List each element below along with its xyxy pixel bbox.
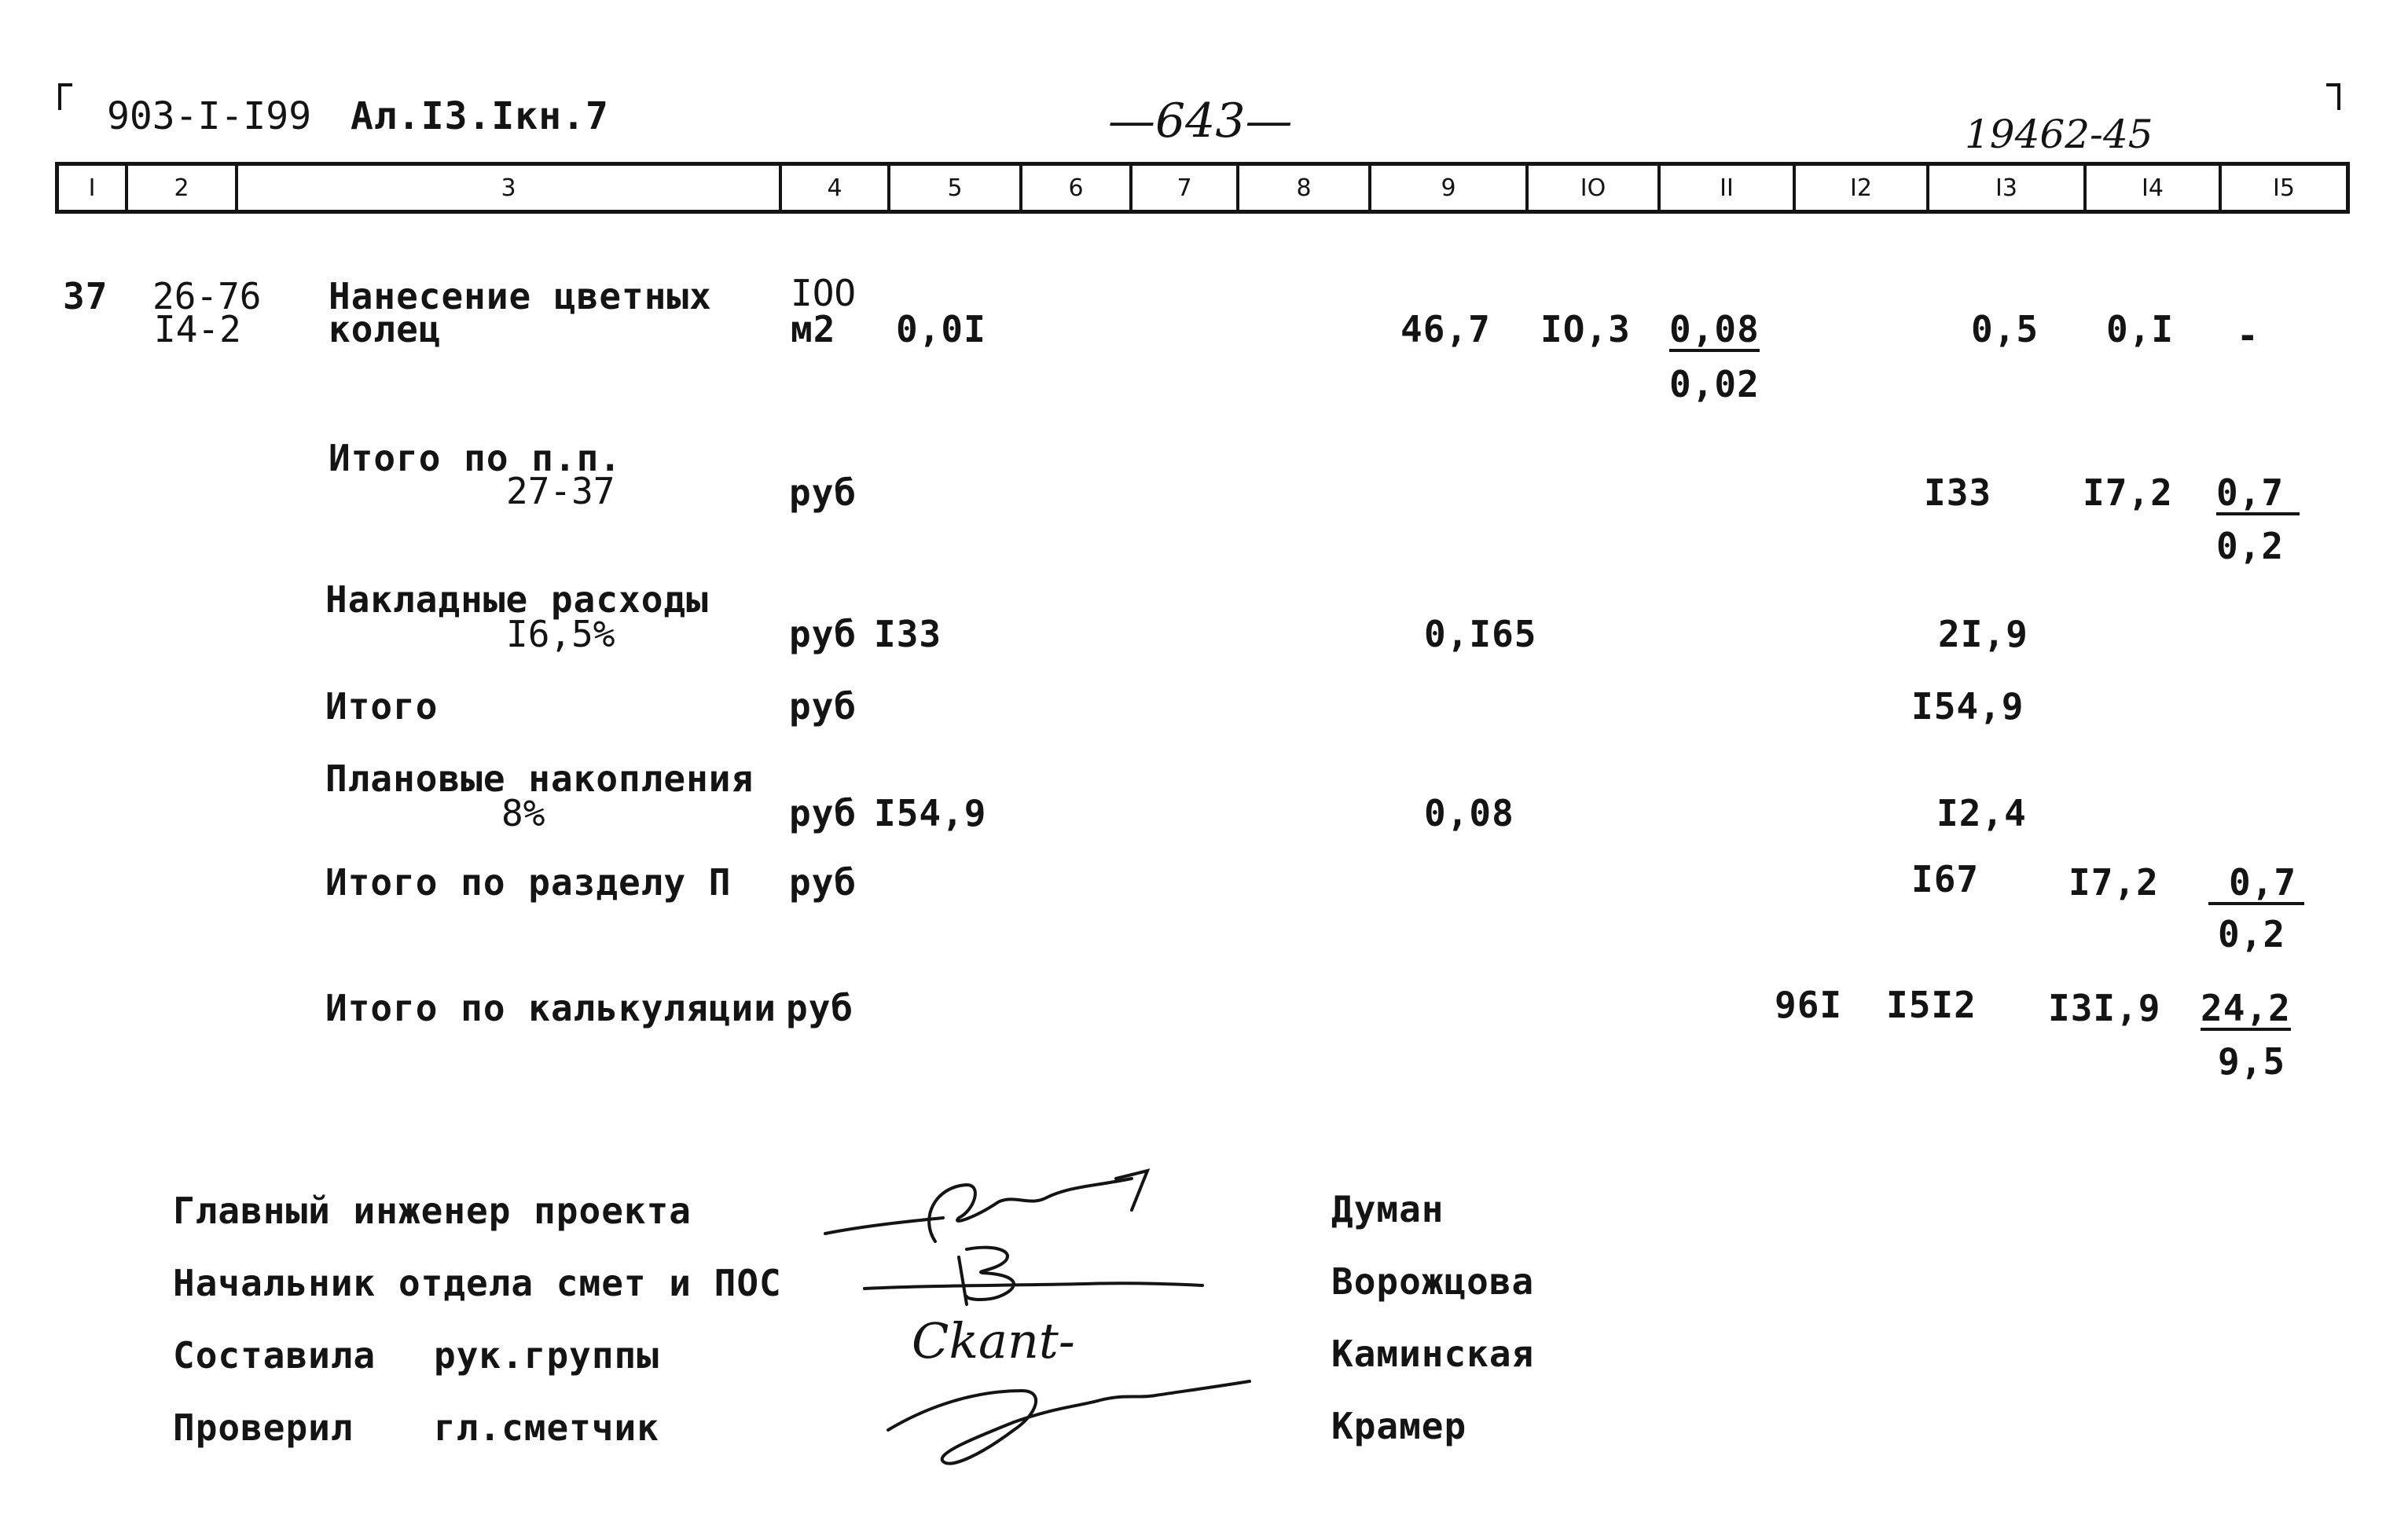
overhead-unit: руб xyxy=(789,613,857,655)
signatory-role-4: гл.сметчик xyxy=(434,1406,659,1449)
unit-line1: IOO xyxy=(791,272,857,314)
norm-code-line1: 26-76 xyxy=(152,275,262,317)
column-header-9: 9 xyxy=(1371,165,1529,211)
planned-unit: руб xyxy=(789,792,857,834)
section-total-unit: руб xyxy=(789,861,857,904)
overhead-label-line1: Накладные расходы xyxy=(325,578,709,621)
col11-bottom-value: 0,02 xyxy=(1669,363,1760,405)
planned-col13: I2,4 xyxy=(1936,792,2027,834)
planned-col9: 0,08 xyxy=(1424,792,1514,834)
corner-mark-top-left xyxy=(58,83,72,110)
col9-value: 46,7 xyxy=(1400,308,1491,350)
overhead-col9: 0,I65 xyxy=(1424,613,1537,655)
column-header-1: I xyxy=(59,165,128,211)
signatory-name-4: Крамер xyxy=(1331,1405,1467,1447)
work-name-line1: Нанесение цветных xyxy=(329,275,712,317)
subtotal-col13: I33 xyxy=(1924,471,1992,514)
document-code: 903-I-I99 xyxy=(107,94,312,138)
col11-top-value: 0,08 xyxy=(1669,308,1760,350)
planned-label-line1: Плановые накопления xyxy=(325,757,754,800)
calc-total-col15-top: 24,2 xyxy=(2201,987,2291,1029)
signatory-title-4: Проверил xyxy=(173,1406,354,1449)
handwritten-signature-3-text: Ckant- xyxy=(912,1312,1075,1370)
overhead-label-line2: I6,5% xyxy=(506,613,615,655)
planned-base: I54,9 xyxy=(874,792,987,834)
handwritten-signature-2 xyxy=(849,1234,1210,1320)
archive-number: 19462-45 xyxy=(1965,112,2153,157)
section-total-col15-bottom: 0,2 xyxy=(2218,913,2286,955)
calc-total-unit: руб xyxy=(786,987,854,1029)
page-number: —643— xyxy=(1108,94,1293,148)
column-header-4: 4 xyxy=(782,165,890,211)
section-total-col13: I67 xyxy=(1911,858,1980,900)
planned-label-line2: 8% xyxy=(501,792,545,834)
calc-total-col12: 96I xyxy=(1775,984,1843,1026)
work-name-line2: колец xyxy=(329,308,442,350)
overhead-col13: 2I,9 xyxy=(1938,613,2028,655)
signatory-name-1: Думан xyxy=(1331,1188,1444,1230)
total-col13: I54,9 xyxy=(1911,685,2024,728)
column-header-12: I2 xyxy=(1796,165,1929,211)
column-header-14: I4 xyxy=(2087,165,2222,211)
column-header-6: 6 xyxy=(1022,165,1132,211)
quantity: 0,0I xyxy=(896,308,986,350)
signatory-title-1: Главный инженер проекта xyxy=(173,1190,692,1232)
section-total-col15-top: 0,7 xyxy=(2208,864,2304,905)
col14-value: 0,I xyxy=(2106,308,2175,350)
calc-total-col15-bottom: 9,5 xyxy=(2218,1040,2286,1083)
overhead-base: I33 xyxy=(874,613,942,655)
calc-total-col14: I3I,9 xyxy=(2048,987,2161,1029)
handwritten-signature-4 xyxy=(880,1359,1257,1477)
total-label: Итого xyxy=(325,685,439,728)
column-header-5: 5 xyxy=(890,165,1022,211)
column-header-15: I5 xyxy=(2273,174,2295,202)
column-header-13: I3 xyxy=(1929,165,2087,211)
calc-total-label: Итого по калькуляции xyxy=(325,987,776,1029)
subtotal-col15-top: 0,7 xyxy=(2216,475,2300,515)
unit-line2: м2 xyxy=(791,308,836,350)
corner-mark-top-right xyxy=(2326,83,2340,110)
col13-value: 0,5 xyxy=(1971,308,2039,350)
signatory-title-2: Начальник отдела смет и ПОС xyxy=(173,1262,782,1304)
total-unit: руб xyxy=(789,685,857,728)
subtotal-label-line2: 27-37 xyxy=(506,470,615,512)
signatory-name-2: Ворожцова xyxy=(1331,1260,1535,1303)
signatory-role-3: рук.группы xyxy=(434,1334,659,1377)
album-number: Ал.I3.Iкн.7 xyxy=(351,94,609,138)
subtotal-col15-bottom: 0,2 xyxy=(2216,525,2285,567)
column-header-11: II xyxy=(1661,165,1796,211)
column-header-8: 8 xyxy=(1239,165,1371,211)
column-header-7: 7 xyxy=(1132,165,1239,211)
col10-value: IO,3 xyxy=(1540,308,1631,350)
subtotal-col14: I7,2 xyxy=(2083,471,2173,514)
section-total-label: Итого по разделу П xyxy=(325,861,732,904)
column-header-2: 2 xyxy=(128,165,238,211)
signatory-name-3: Каминская xyxy=(1331,1333,1535,1375)
section-total-col14: I7,2 xyxy=(2068,861,2159,904)
signatory-title-3: Составила xyxy=(173,1334,376,1377)
column-header-10: IO xyxy=(1529,165,1661,211)
calc-total-col13: I5I2 xyxy=(1886,984,1977,1026)
norm-code-line2: I4-2 xyxy=(154,308,241,350)
row-number: 37 xyxy=(63,275,108,317)
col15-value: - xyxy=(2237,314,2259,357)
subtotal-label-line1: Итого по п.п. xyxy=(329,437,622,479)
subtotal-unit: руб xyxy=(789,471,857,514)
column-header-3: 3 xyxy=(238,165,782,211)
